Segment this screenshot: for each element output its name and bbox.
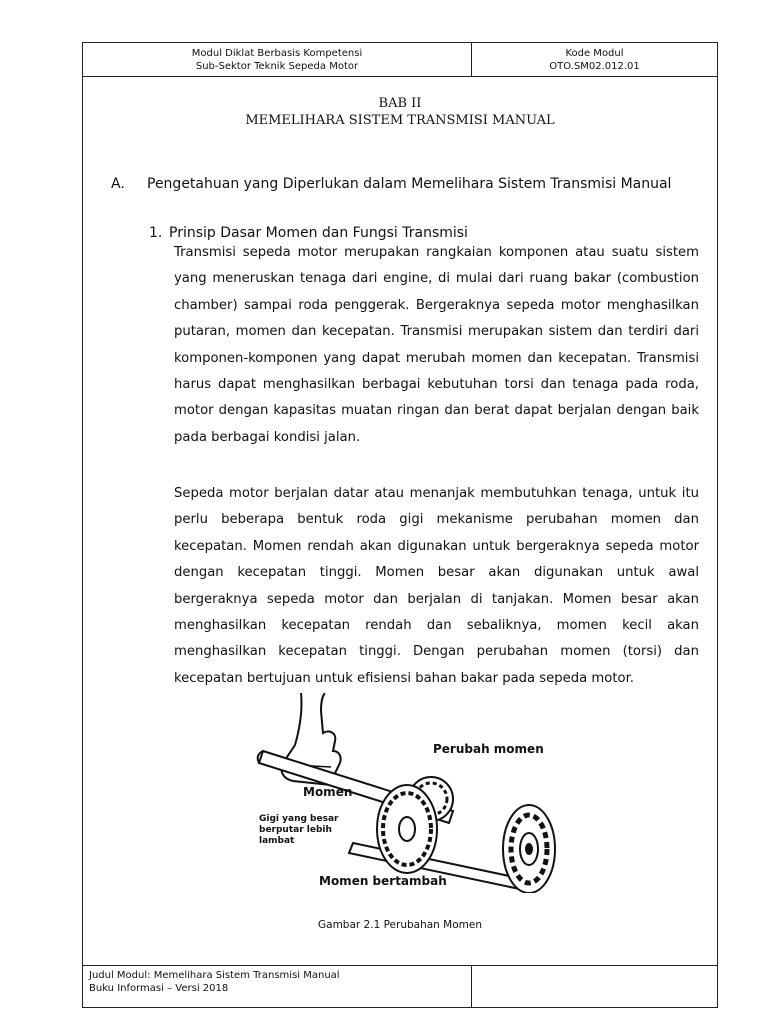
subsection-title: Prinsip Dasar Momen dan Fungsi Transmisi xyxy=(169,225,468,241)
header-module-code xyxy=(472,43,717,76)
figure-caption: Gambar 2.1 Perubahan Momen xyxy=(318,919,482,931)
gear-torque-illustration xyxy=(243,693,563,893)
section-label: A. xyxy=(111,176,125,192)
label-gigi-line1: Gigi yang besar xyxy=(259,814,339,824)
footer-module-info xyxy=(83,966,472,1007)
label-momen-bertambah: Momen bertambah xyxy=(319,874,447,888)
label-gigi-line3: lambat xyxy=(259,836,295,846)
chapter-title: MEMELIHARA SISTEM TRANSMISI MANUAL xyxy=(245,113,555,128)
header-module-title: Modul Diklat Berbasis Kompetensi xyxy=(191,47,363,59)
subsection-number: 1. xyxy=(149,225,163,241)
chapter-heading xyxy=(83,95,717,129)
large-gear-drawing xyxy=(377,785,437,873)
footer-module-title: Judul Modul: Memelihara Sistem Transmisi Manual xyxy=(89,970,340,981)
label-gigi-line2: berputar lebih xyxy=(259,825,332,835)
section-title: Pengetahuan yang Diperlukan dalam Memelihara Sistem Transmisi Manual xyxy=(147,176,672,192)
header-code-value: OTO.SM02.012.01 xyxy=(549,60,640,72)
header-code-label: Kode Modul xyxy=(565,47,624,59)
body-paragraph: Transmisi sepeda motor merupakan rangkaian komponen atau suatu sistem yang meneruskan tenaga dari engine, di mulai dari ruang bakar (combustion chamber) sampai roda penggerak. Bergeraknya sepeda motor menghasilkan putaran, momen dan kecepatan. Transmisi merupakan sistem dan terdiri dari komponen-komponen yang dapat merubah momen dan kecepatan. Transmisi harus dapat menghasilkan berbagai kebutuhan torsi dan tenaga pada roda, motor dengan kapasitas muatan ringan dan berat dapat berjalan dengan baik pada berbagai kondisi jalan. xyxy=(174,245,699,445)
header-module-info xyxy=(83,43,472,76)
page-header xyxy=(83,43,717,77)
wheel-drawing xyxy=(503,805,555,893)
label-perubah-momen: Perubah momen xyxy=(433,742,544,756)
page-frame xyxy=(82,42,718,1008)
header-subsector: Sub-Sektor Teknik Sepeda Motor xyxy=(195,60,359,72)
label-momen: Momen xyxy=(303,785,353,799)
page-footer xyxy=(83,965,717,1007)
footer-book-version: Buku Informasi – Versi 2018 xyxy=(89,983,229,994)
body-paragraph: Sepeda motor berjalan datar atau menanjak membutuhkan tenaga, untuk itu perlu beberapa bentuk roda gigi mekanisme perubahan momen dan kecepatan. Momen rendah akan digunakan untuk bergeraknya sepeda motor dengan kecepatan tinggi. Momen besar akan digunakan untuk awal bergeraknya sepeda motor dan berjalan di tanjakan. Momen besar akan menghasilkan kecepatan rendah dan sebaliknya, momen kecil akan menghasilkan kecepatan tinggi. Dengan perubahan momen (torsi) dan kecepatan bertujuan untuk efisiensi bahan bakar pada sepeda motor. xyxy=(174,486,699,686)
chapter-label: BAB II xyxy=(378,96,422,111)
